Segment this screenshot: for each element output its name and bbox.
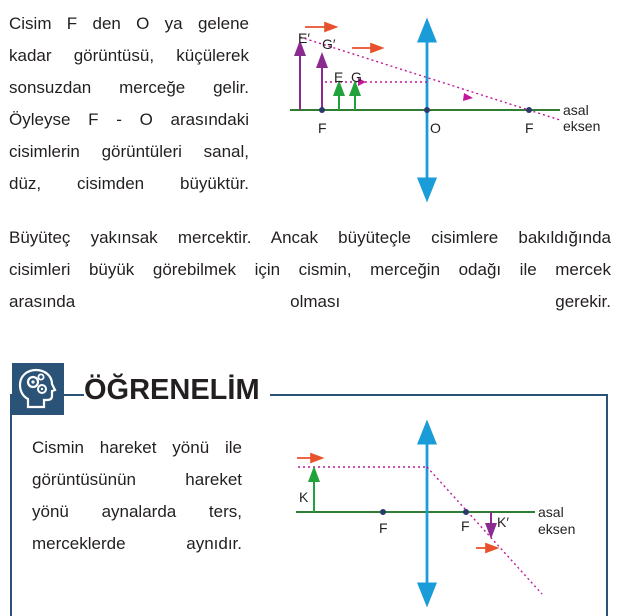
- label-o: O: [430, 120, 441, 136]
- text-line: Cismin hareket yönü ile: [32, 438, 242, 457]
- label-asal: asal: [563, 102, 589, 118]
- label-f-right: F: [525, 120, 534, 136]
- label-f-left: F: [318, 120, 327, 136]
- text-line: Büyüteç yakınsak mercektir. Ancak büyüteçle cisimlere bakıldığında: [9, 228, 611, 247]
- text-line: Öyleyse F - O arasındaki: [9, 110, 249, 129]
- text-line: Cisim F den O ya gelene: [9, 14, 249, 33]
- text-line: arasında olması gerekir.: [9, 292, 611, 311]
- label-eksen: eksen: [563, 118, 601, 134]
- label-asal: asal: [538, 504, 564, 520]
- label-g-prime: G′: [322, 36, 336, 52]
- focal-point-left: [380, 509, 386, 515]
- text-line: yönü aynalarda ters,: [32, 502, 242, 521]
- focal-point-right: [463, 509, 469, 515]
- label-g: G: [351, 69, 362, 85]
- ray-line: [427, 467, 542, 594]
- text-line: sonsuzdan merceğe gelir.: [9, 78, 249, 97]
- label-k-prime: K′: [497, 514, 509, 530]
- text-line: görüntüsünün hareket: [32, 470, 242, 489]
- label-f-left: F: [379, 520, 388, 536]
- label-k: K: [299, 489, 309, 505]
- text-line: düz, cisimden büyüktür.: [9, 174, 249, 193]
- label-e-prime: E′: [298, 30, 310, 46]
- text-line: merceklerde aynıdır.: [32, 534, 242, 553]
- text-line: cisimlerin görüntüleri sanal,: [9, 142, 249, 161]
- text-line: cisimleri büyük görebilmek için cismin, merceğin odağı ile mercek: [9, 260, 611, 279]
- label-eksen: eksen: [538, 521, 576, 537]
- text-line: kadar görüntüsü, küçülerek: [9, 46, 249, 65]
- section-title: ÖĞRENELİM: [84, 368, 270, 412]
- label-e: E: [334, 69, 344, 85]
- label-f-right: F: [461, 518, 470, 534]
